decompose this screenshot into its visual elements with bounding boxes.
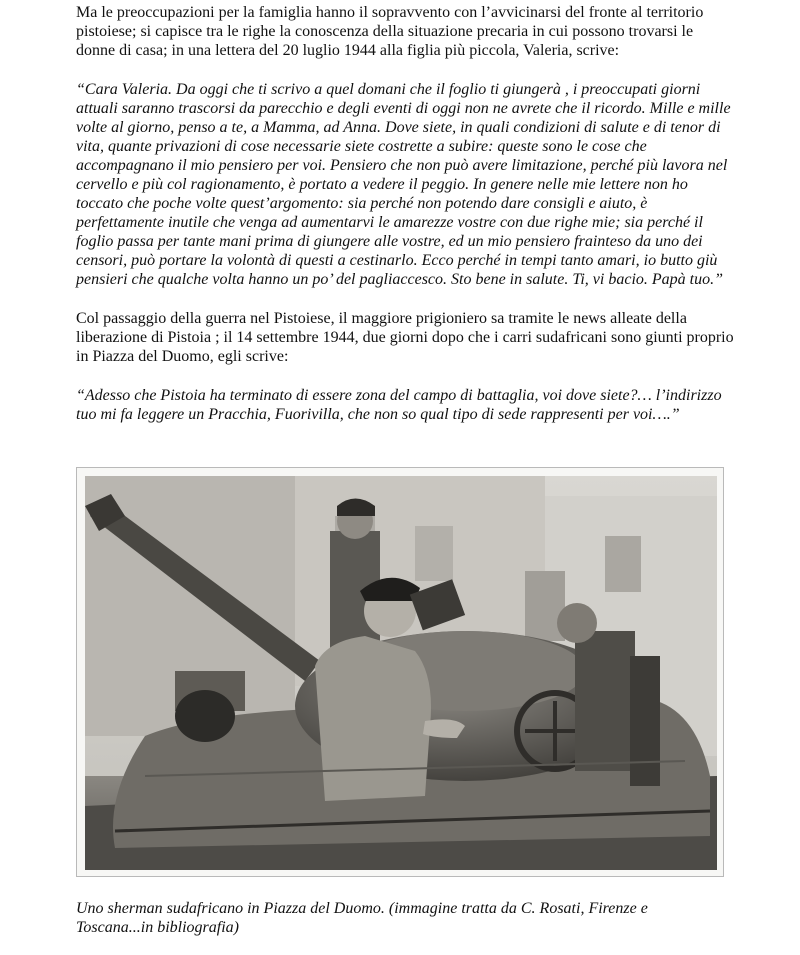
- photo-caption: Uno sherman sudafricano in Piazza del Duomo. (immagine tratta da C. Rosati, Firenze e Toscana...in bibliografia): [76, 900, 648, 936]
- sherman-tank-photo-illustration: [85, 476, 717, 870]
- intro-paragraph: Ma le preoccupazioni per la famiglia hanno il sopravvento con l’avvicinarsi del fronte al territorio pistoiese; si capisce tra le righe la conoscenza della situazione precaria in cui possono trovarsi le donne di casa; in una lettera del 20 luglio 1944 alla figlia più piccola, Valeria, scrive:: [76, 4, 704, 59]
- letter-quote-1: “Cara Valeria. Da oggi che ti scrivo a quel domani che il foglio ti giungerà , i preoccupati giorni attuali saranno trascorsi da parecchio e degli eventi di oggi non ne avrete che il ricordo. Mille e mille volte al giorno, penso a te, a Mamma, ad Anna. Dove siete, in quali condizioni di salute e di tenor di vita, quante privazioni di cose necessarie siete costrette a subire: queste sono le cose che accompagnano il mio pensiero per voi. Pensiero che non può avere limitazione, perché più lavora nel cervello e più col ragionamento, è portato a vedere il peggio. In genere nelle mie lettere non ho toccato che poche volte quest’argomento: sia perché non potendo dare consigli e aiuto, è perfettamente inutile che venga ad aumentarvi le amarezze vostre con due righe mie; sia perché il foglio passa per tante mani prima di giungere alle vostre, ed un mio pensiero frainteso da uno dei censori, può portare la volontà di questi a cestinarlo. Ecco perché in tempi tanto amari, io butto giù pensieri che qualche volta hanno un po’ del pagliaccesco. Sto bene in salute. Ti, vi bacio. Papà tuo.”: [76, 81, 731, 288]
- letter-quote-2: “Adesso che Pistoia ha terminato di essere zona del campo di battaglia, voi dove siete?… l’indirizzo tuo mi fa leggere un Pracchia, Fuorivilla, che non so qual tipo di sede rappresenti per voi….”: [76, 387, 722, 423]
- historical-photo: [76, 467, 724, 877]
- liberation-paragraph: Col passaggio della guerra nel Pistoiese, il maggiore prigioniero sa tramite le news alleate della liberazione di Pistoia ; il 14 settembre 1944, due giorni dopo che i carri sudafricani sono giunti proprio in Piazza del Duomo, egli scrive:: [76, 310, 734, 365]
- document-body: [76, 3, 736, 424]
